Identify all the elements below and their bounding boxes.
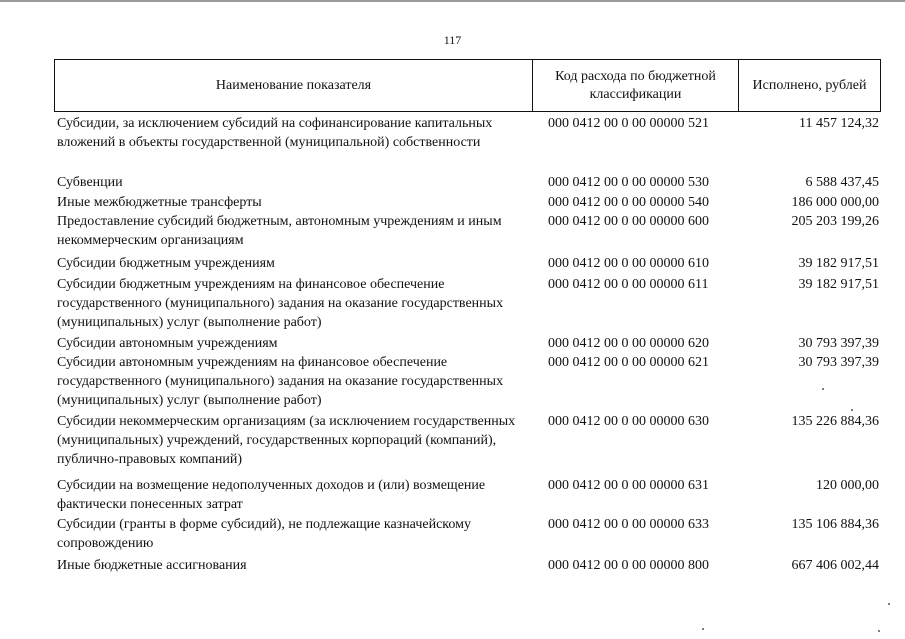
row-code: 000 0412 00 0 00 00000 800 (548, 558, 709, 573)
row-amount: 39 182 917,51 (798, 277, 879, 292)
row-amount: 120 000,00 (816, 478, 879, 493)
scan-speck (851, 409, 853, 411)
scan-speck (702, 628, 704, 630)
row-name: Субсидии на возмещение недополученных доходов и (или) возмещение фактически понесенных затрат (57, 478, 486, 512)
table-header (54, 59, 881, 112)
header-amount: Исполнено, рублей (752, 77, 867, 93)
row-code: 000 0412 00 0 00 00000 630 (548, 414, 709, 429)
row-name: Субсидии бюджетным учреждениям на финансовое обеспечение государственного (муниципального) задания на оказание государственных (муниципальных) услуг (выполнение работ) (57, 277, 504, 330)
row-name: Субсидии некоммерческим организациям (за исключением государственных (муниципальных) учреждений, государственных корпораций (компаний), публично-правовых компаний) (57, 414, 516, 467)
row-code: 000 0412 00 0 00 00000 611 (548, 277, 709, 292)
row-code: 000 0412 00 0 00 00000 521 (548, 116, 709, 131)
row-amount: 39 182 917,51 (798, 256, 879, 271)
scan-edge-rule (0, 0, 905, 2)
row-amount: 30 793 397,39 (798, 336, 879, 351)
row-amount: 667 406 002,44 (791, 558, 879, 573)
row-amount: 11 457 124,32 (799, 116, 879, 131)
row-amount: 135 226 884,36 (791, 414, 879, 429)
row-code: 000 0412 00 0 00 00000 540 (548, 195, 709, 210)
row-name: Субсидии бюджетным учреждениям (57, 256, 275, 271)
row-name: Субсидии автономным учреждениям (57, 336, 278, 351)
header-code: Код расхода по бюджетной классификации (533, 60, 739, 111)
row-name: Иные межбюджетные трансферты (57, 195, 262, 210)
row-code: 000 0412 00 0 00 00000 600 (548, 214, 709, 229)
row-code: 000 0412 00 0 00 00000 610 (548, 256, 709, 271)
scan-speck (888, 603, 890, 605)
row-name: Иные бюджетные ассигнования (57, 558, 247, 573)
row-amount: 205 203 199,26 (791, 214, 879, 229)
header-name: Наименование показателя (55, 60, 533, 111)
row-amount: 135 106 884,36 (791, 517, 879, 532)
page-number: 117 (443, 33, 462, 47)
row-code: 000 0412 00 0 00 00000 633 (548, 517, 709, 532)
row-name: Субвенции (57, 175, 123, 190)
row-code: 000 0412 00 0 00 00000 530 (548, 175, 709, 190)
row-code: 000 0412 00 0 00 00000 620 (548, 336, 709, 351)
row-name: Субсидии автономным учреждениям на финансовое обеспечение государственного (муниципального) задания на оказание государственных (муниципальных) услуг (выполнение работ) (57, 355, 504, 408)
row-name: Субсидии (гранты в форме субсидий), не подлежащие казначейскому сопровождению (57, 517, 471, 551)
row-amount: 186 000 000,00 (791, 195, 879, 210)
scan-speck (878, 630, 880, 632)
row-name: Субсидии, за исключением субсидий на софинансирование капитальных вложений в объекты государственной (муниципальной) собственности (57, 116, 493, 150)
row-name: Предоставление субсидий бюджетным, автономным учреждениям и иным некоммерческим организациям (57, 214, 502, 248)
scan-speck (822, 388, 824, 390)
row-amount: 30 793 397,39 (798, 355, 879, 370)
row-amount: 6 588 437,45 (805, 175, 879, 190)
row-code: 000 0412 00 0 00 00000 631 (548, 478, 709, 493)
row-code: 000 0412 00 0 00 00000 621 (548, 355, 709, 370)
